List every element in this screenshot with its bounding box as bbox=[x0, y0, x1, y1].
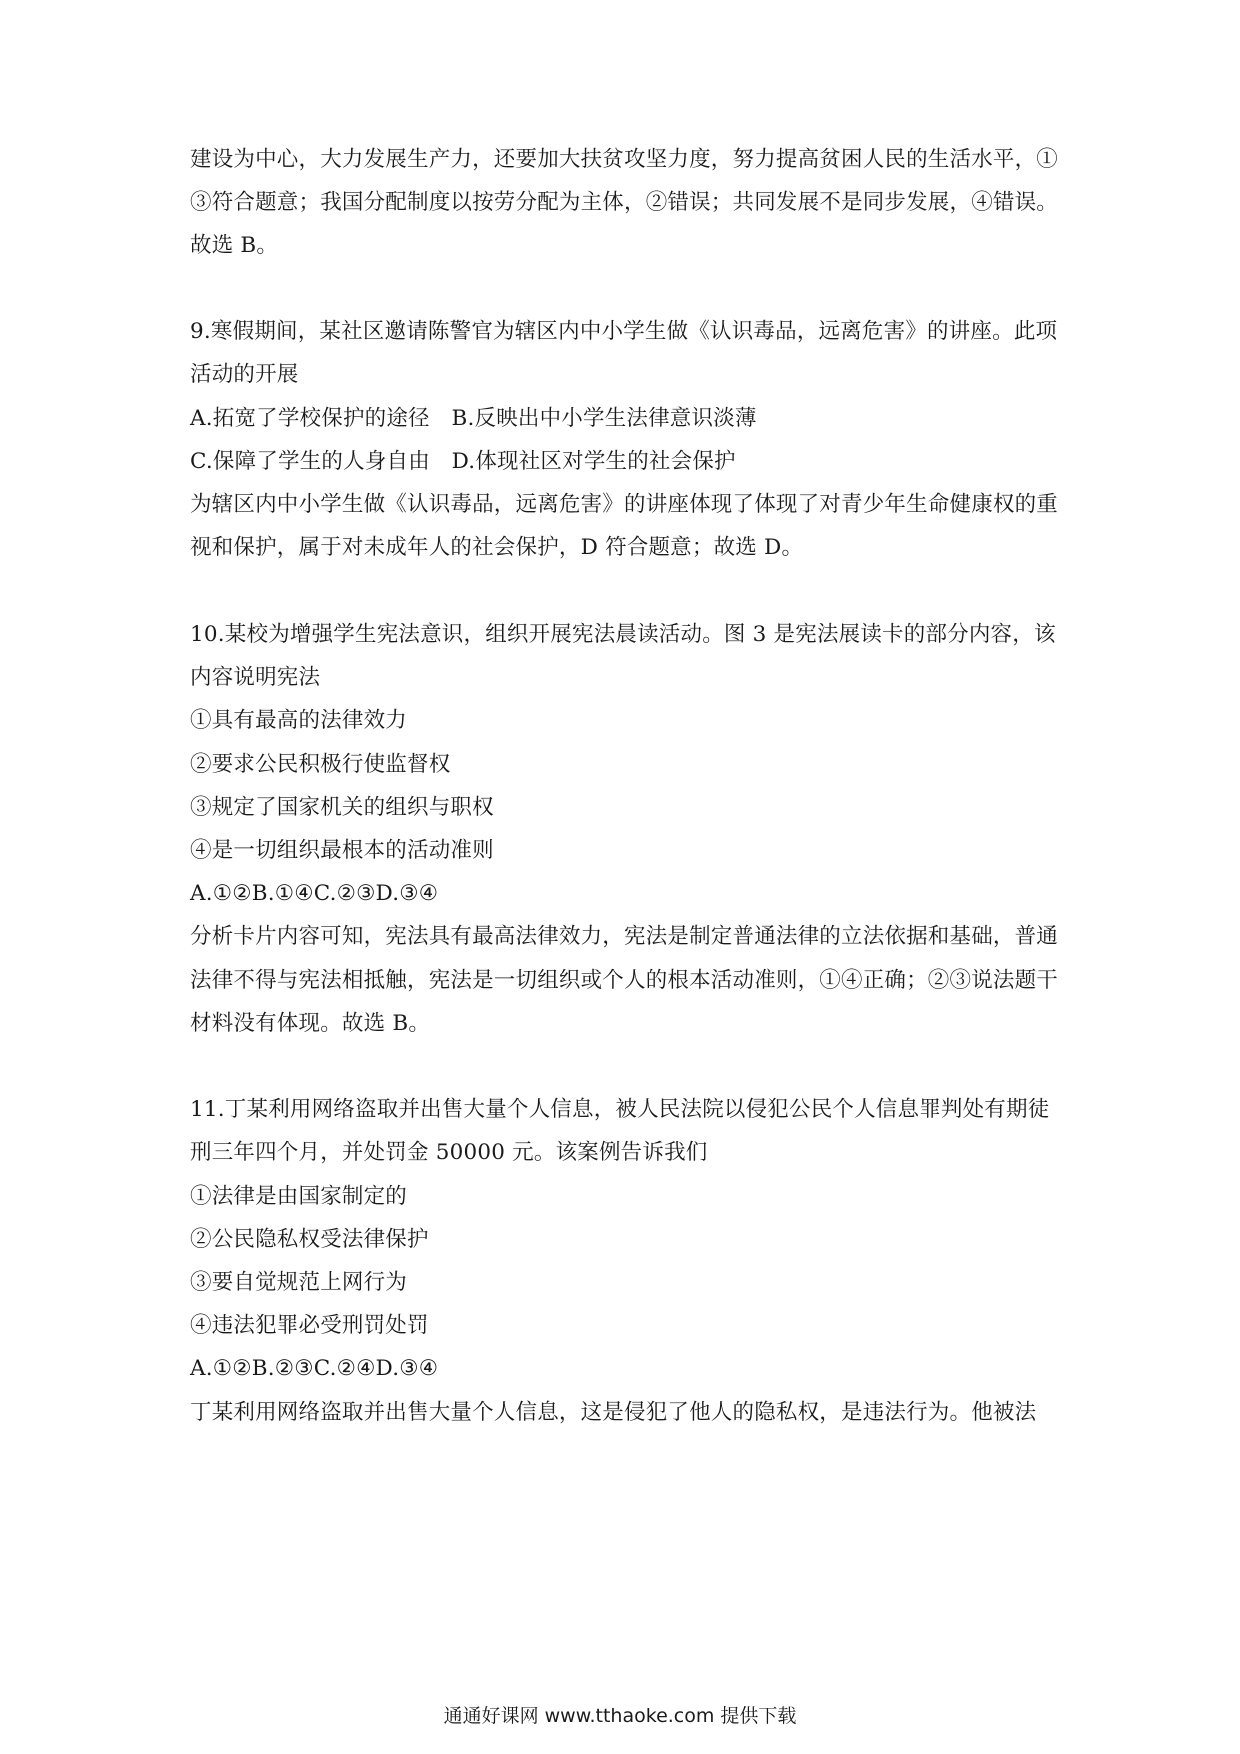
q11-options: A.①②B.②③C.②④D.③④ bbox=[190, 1356, 439, 1381]
q10-answer-line-2: 法律不得与宪法相抵触，宪法是一切组织或个人的根本活动准则，①④正确；②③说法题干 bbox=[190, 968, 1059, 993]
q10-statement-2: ②要求公民积极行使监督权 bbox=[190, 752, 451, 777]
q10-options: A.①②B.①④C.②③D.③④ bbox=[190, 881, 439, 906]
prev-answer-line-3: 故选 B。 bbox=[190, 233, 279, 258]
prev-answer-line-1: 建设为中心，大力发展生产力，还要加大扶贫攻坚力度，努力提高贫困人民的生活水平，① bbox=[190, 147, 1059, 172]
q11-answer-line-1: 丁某利用网络盗取并出售大量个人信息，这是侵犯了他人的隐私权，是违法行为。他被法 bbox=[190, 1400, 1037, 1425]
q11-stem-line-2: 刑三年四个月，并处罚金 50000 元。该案例告诉我们 bbox=[190, 1140, 708, 1165]
q9-answer-line-1: 为辖区内中小学生做《认识毒品，远离危害》的讲座体现了体现了对青少年生命健康权的重 bbox=[190, 492, 1059, 517]
q9-options-cd: C.保障了学生的人身自由 D.体现社区对学生的社会保护 bbox=[190, 449, 736, 474]
q10-answer-line-1: 分析卡片内容可知，宪法具有最高法律效力，宪法是制定普通法律的立法依据和基础，普通 bbox=[190, 924, 1059, 949]
q10-answer-line-3: 材料没有体现。故选 B。 bbox=[190, 1011, 431, 1036]
q11-statement-3: ③要自觉规范上网行为 bbox=[190, 1270, 408, 1295]
q9-stem-line-1: 9.寒假期间，某社区邀请陈警官为辖区内中小学生做《认识毒品，远离危害》的讲座。此项 bbox=[190, 319, 1058, 344]
q9-stem-line-2: 活动的开展 bbox=[190, 362, 299, 387]
q11-statement-1: ①法律是由国家制定的 bbox=[190, 1184, 408, 1209]
q11-stem-line-1: 11.丁某利用网络盗取并出售大量个人信息，被人民法院以侵犯公民个人信息罪判处有期徒 bbox=[190, 1097, 1050, 1122]
q10-stem-line-2: 内容说明宪法 bbox=[190, 665, 321, 690]
prev-answer-line-2: ③符合题意；我国分配制度以按劳分配为主体，②错误；共同发展不是同步发展，④错误。 bbox=[190, 190, 1059, 215]
q10-stem-line-1: 10.某校为增强学生宪法意识，组织开展宪法晨读活动。图 3 是宪法展读卡的部分内容，该 bbox=[190, 622, 1056, 647]
q10-statement-1: ①具有最高的法律效力 bbox=[190, 708, 408, 733]
q11-statement-2: ②公民隐私权受法律保护 bbox=[190, 1227, 429, 1252]
page-footer: 通通好课网 www.tthaoke.com 提供下载 bbox=[443, 1705, 797, 1727]
q10-statement-4: ④是一切组织最根本的活动准则 bbox=[190, 838, 494, 863]
q11-statement-4: ④违法犯罪必受刑罚处罚 bbox=[190, 1313, 429, 1338]
q9-options-ab: A.拓宽了学校保护的途径 B.反映出中小学生法律意识淡薄 bbox=[190, 406, 757, 431]
q9-answer-line-2: 视和保护，属于对未成年人的社会保护，D 符合题意；故选 D。 bbox=[190, 535, 804, 560]
q10-statement-3: ③规定了国家机关的组织与职权 bbox=[190, 795, 494, 820]
